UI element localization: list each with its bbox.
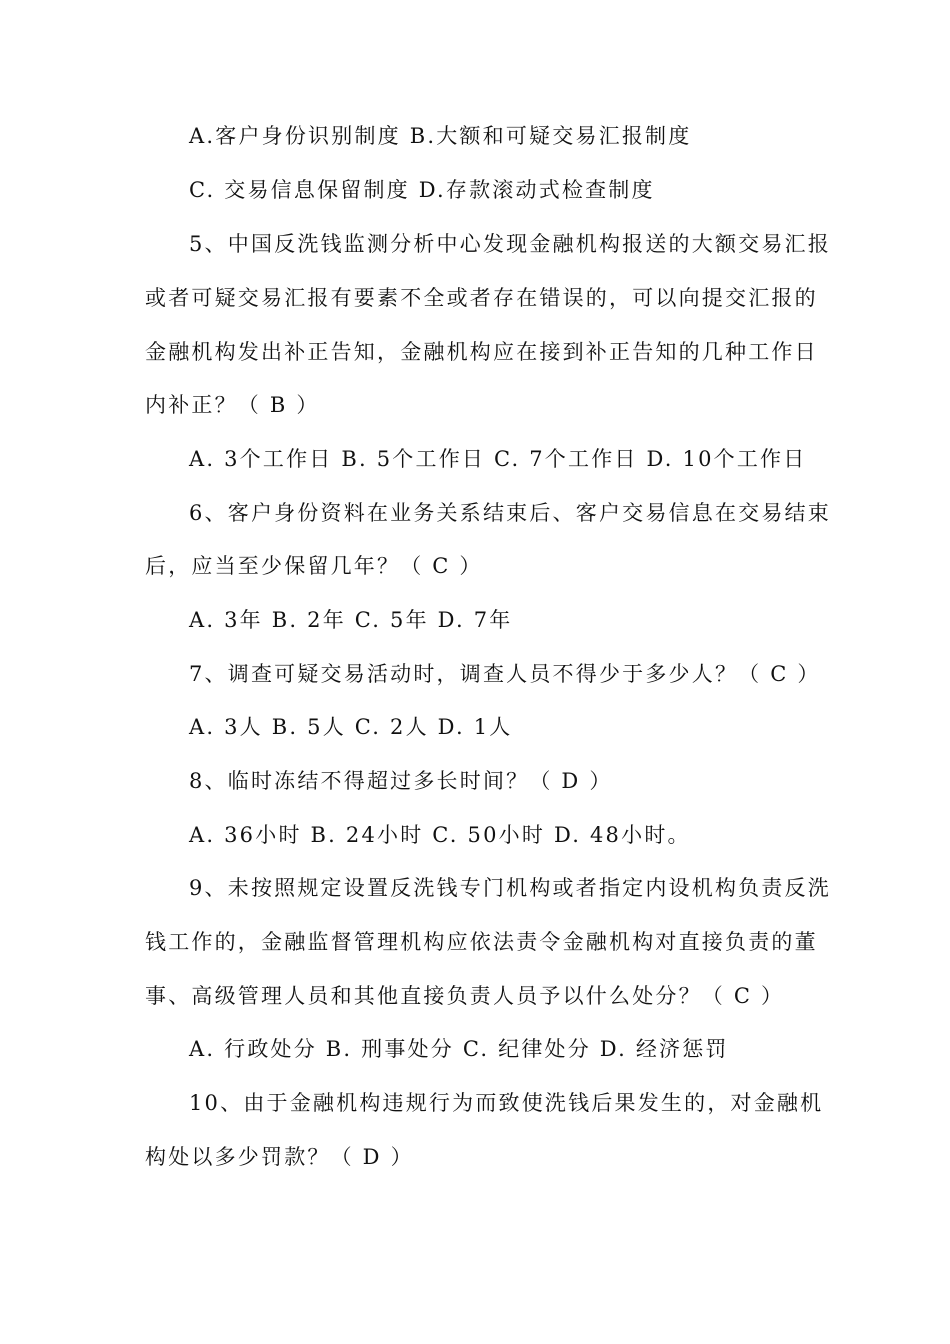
question-7-options: A. 3人 B. 5人 C. 2人 D. 1人 [189, 715, 513, 739]
question-10-line-1: 10、由于金融机构违规行为而致使洗钱后果发生的，对金融机 [189, 1091, 824, 1115]
question-10-line-2: 构处以多少罚款？（ D ） [145, 1145, 414, 1169]
question-7-line-1: 7、调查可疑交易活动时，调查人员不得少于多少人？（ C ） [189, 662, 821, 686]
question-8-options: A. 36小时 B. 24小时 C. 50小时 D. 48小时。 [189, 823, 691, 847]
question-9-line-3: 事、高级管理人员和其他直接负责人员予以什么处分？（ C ） [145, 984, 785, 1008]
q4-options-line-1: A.客户身份识别制度 B.大额和可疑交易汇报制度 [189, 124, 692, 148]
question-5-line-1: 5、中国反洗钱监测分析中心发现金融机构报送的大额交易汇报 [189, 232, 831, 256]
question-5-line-2: 或者可疑交易汇报有要素不全或者存在错误的，可以向提交汇报的 [145, 286, 818, 310]
question-9-options: A. 行政处分 B. 刑事处分 C. 纪律处分 D. 经济惩罚 [189, 1037, 729, 1061]
q4-options-line-2: C. 交易信息保留制度 D.存款滚动式检查制度 [189, 178, 655, 202]
question-6-line-1: 6、客户身份资料在业务关系结束后、客户交易信息在交易结束 [189, 501, 831, 525]
question-8-line-1: 8、临时冻结不得超过多长时间？（ D ） [189, 769, 613, 793]
question-9-line-2: 钱工作的，金融监督管理机构应依法责令金融机构对直接负责的董 [145, 930, 818, 954]
question-9-line-1: 9、未按照规定设置反洗钱专门机构或者指定内设机构负责反洗 [189, 876, 831, 900]
question-5-options: A. 3个工作日 B. 5个工作日 C. 7个工作日 D. 10个工作日 [189, 447, 807, 471]
question-6-line-2: 后，应当至少保留几年？（ C ） [145, 554, 483, 578]
question-6-options: A. 3年 B. 2年 C. 5年 D. 7年 [189, 608, 513, 632]
question-5-line-4: 内补正？（ B ） [145, 393, 320, 417]
question-5-line-3: 金融机构发出补正告知，金融机构应在接到补正告知的几种工作日 [145, 340, 818, 364]
